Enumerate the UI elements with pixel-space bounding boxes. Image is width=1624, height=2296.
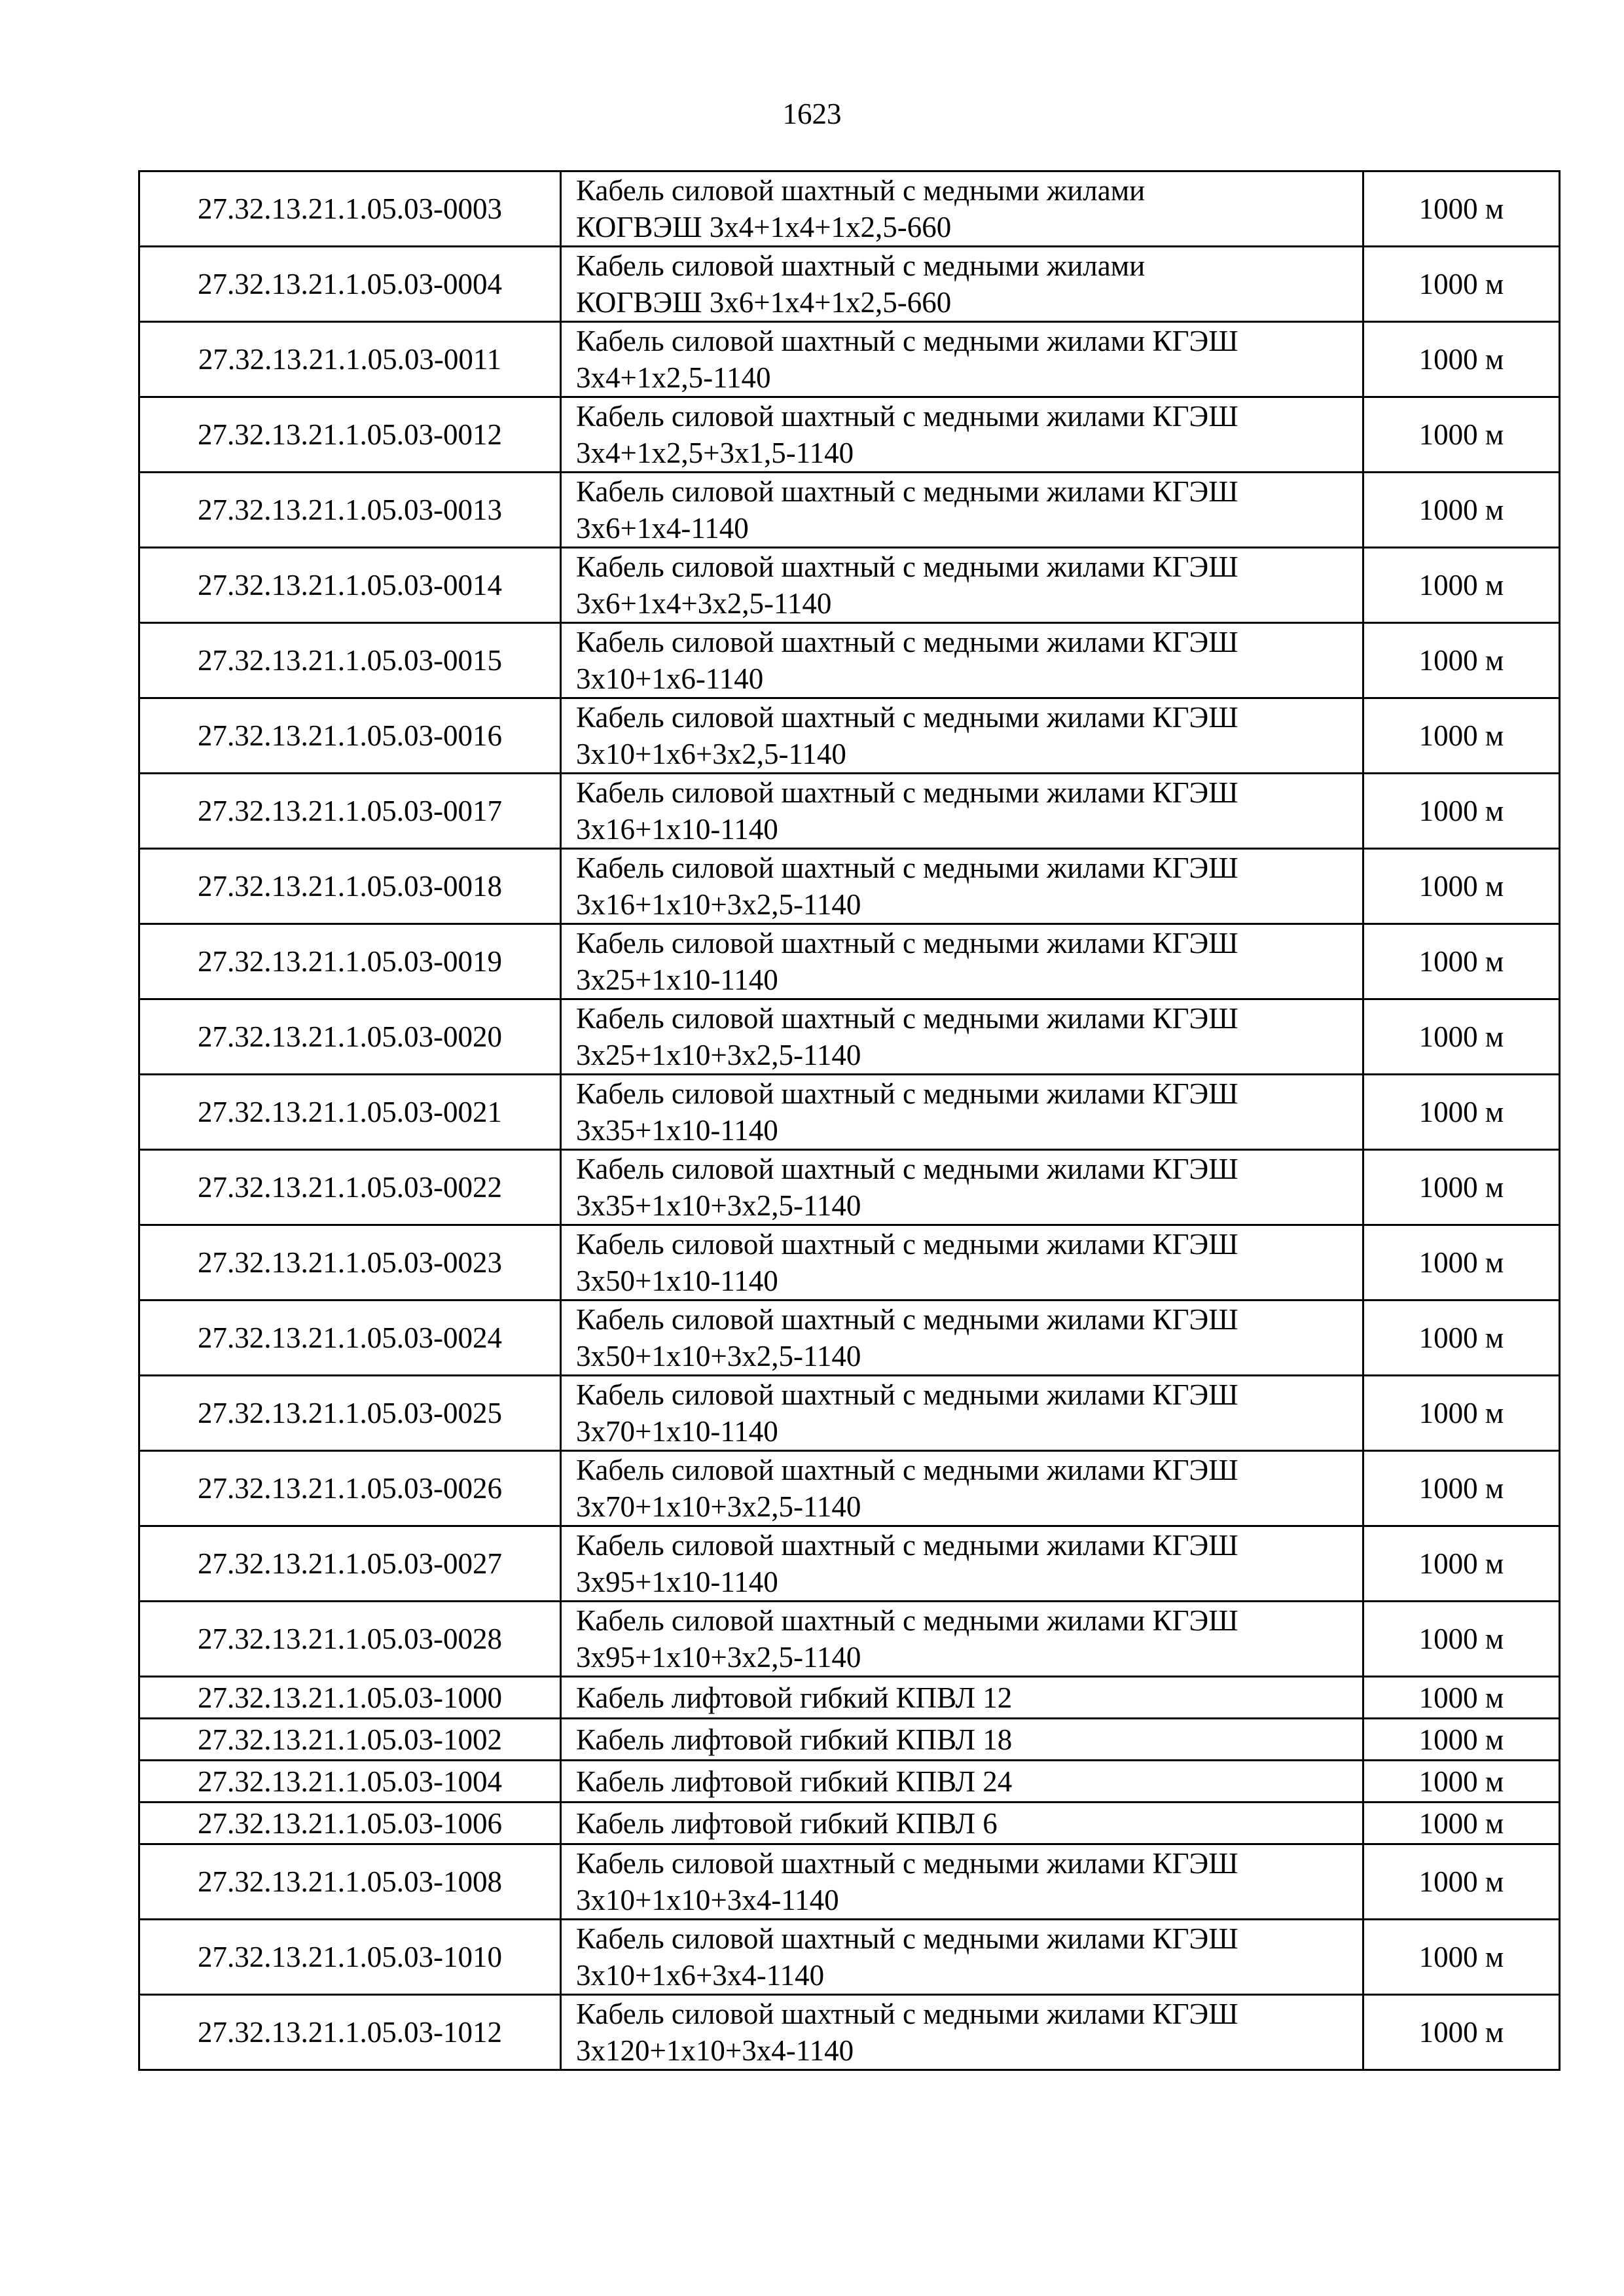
code-cell: 27.32.13.21.1.05.03-0025	[139, 1376, 561, 1451]
table-row	[139, 1225, 1560, 1300]
name-cell	[561, 999, 1363, 1075]
name-line: 3x4+1x2,5+3x1,5-1140	[576, 437, 854, 469]
code-cell: 27.32.13.21.1.05.03-0024	[139, 1300, 561, 1376]
name-cell	[561, 1602, 1363, 1677]
name-line: Кабель силовой шахтный с медными жилами КГЭШ	[576, 1847, 1238, 1880]
table-row	[139, 1150, 1560, 1225]
table-row	[139, 1526, 1560, 1602]
unit-cell: 1000 м	[1363, 999, 1560, 1075]
name-line: Кабель силовой шахтный с медными жилами КГЭШ	[576, 927, 1238, 960]
table-row	[139, 548, 1560, 623]
name-line: 3x35+1x10+3x2,5-1140	[576, 1189, 861, 1222]
name-cell	[561, 1920, 1363, 1995]
name-line: Кабель силовой шахтный с медными жилами	[576, 174, 1146, 207]
name-line: Кабель силовой шахтный с медными жилами КГЭШ	[576, 1529, 1238, 1562]
code-cell: 27.32.13.21.1.05.03-0004	[139, 247, 561, 322]
unit-cell: 1000 м	[1363, 774, 1560, 849]
table-row	[139, 1300, 1560, 1376]
code-cell: 27.32.13.21.1.05.03-0003	[139, 171, 561, 247]
code-cell: 27.32.13.21.1.05.03-0026	[139, 1451, 561, 1526]
unit-cell: 1000 м	[1363, 247, 1560, 322]
name-line: Кабель лифтовой гибкий КПВЛ 24	[576, 1765, 1013, 1798]
code-cell: 27.32.13.21.1.05.03-1006	[139, 1803, 561, 1844]
name-cell	[561, 1150, 1363, 1225]
code-cell: 27.32.13.21.1.05.03-0011	[139, 322, 561, 397]
name-line: Кабель силовой шахтный с медными жилами КГЭШ	[576, 1153, 1238, 1185]
unit-cell: 1000 м	[1363, 1225, 1560, 1300]
name-line: 3x25+1x10-1140	[576, 963, 778, 996]
unit-cell: 1000 м	[1363, 1451, 1560, 1526]
name-cell	[561, 924, 1363, 999]
code-cell: 27.32.13.21.1.05.03-0017	[139, 774, 561, 849]
name-line: Кабель силовой шахтный с медными жилами КГЭШ	[576, 1378, 1238, 1411]
name-line: Кабель силовой шахтный с медными жилами КГЭШ	[576, 475, 1238, 508]
unit-cell: 1000 м	[1363, 1719, 1560, 1761]
name-line: Кабель силовой шахтный с медными жилами КГЭШ	[576, 325, 1238, 357]
name-line: Кабель силовой шахтный с медными жилами КГЭШ	[576, 1922, 1238, 1955]
name-line: 3x10+1x6+3x4-1140	[576, 1959, 825, 1992]
name-line: 3x50+1x10-1140	[576, 1265, 778, 1297]
name-line: Кабель лифтовой гибкий КПВЛ 18	[576, 1723, 1013, 1756]
name-line: Кабель силовой шахтный с медными жилами КГЭШ	[576, 626, 1238, 658]
name-cell	[561, 623, 1363, 698]
table-row	[139, 1995, 1560, 2070]
name-cell	[561, 1376, 1363, 1451]
table-body	[139, 171, 1560, 2070]
name-line: Кабель силовой шахтный с медными жилами КГЭШ	[576, 1002, 1238, 1035]
code-cell: 27.32.13.21.1.05.03-1004	[139, 1761, 561, 1803]
name-line: 3x6+1x4-1140	[576, 512, 749, 545]
name-line: Кабель лифтовой гибкий КПВЛ 12	[576, 1681, 1013, 1714]
unit-cell: 1000 м	[1363, 924, 1560, 999]
name-line: 3x16+1x10-1140	[576, 813, 778, 846]
code-cell: 27.32.13.21.1.05.03-0018	[139, 849, 561, 924]
unit-cell: 1000 м	[1363, 1075, 1560, 1150]
code-cell: 27.32.13.21.1.05.03-0014	[139, 548, 561, 623]
code-cell: 27.32.13.21.1.05.03-0013	[139, 473, 561, 548]
unit-cell: 1000 м	[1363, 1150, 1560, 1225]
name-line: Кабель силовой шахтный с медными жилами КГЭШ	[576, 1998, 1238, 2030]
name-cell	[561, 1300, 1363, 1376]
name-line: 3x35+1x10-1140	[576, 1114, 778, 1147]
name-line: 3x95+1x10-1140	[576, 1566, 778, 1598]
name-line: 3x4+1x2,5-1140	[576, 361, 771, 394]
table-row	[139, 1844, 1560, 1920]
unit-cell: 1000 м	[1363, 473, 1560, 548]
name-cell	[561, 1677, 1363, 1719]
unit-cell: 1000 м	[1363, 1677, 1560, 1719]
unit-cell: 1000 м	[1363, 1761, 1560, 1803]
name-line: 3x50+1x10+3x2,5-1140	[576, 1340, 861, 1372]
name-line: 3x10+1x10+3x4-1140	[576, 1884, 839, 1916]
table-row	[139, 1761, 1560, 1803]
name-cell	[561, 247, 1363, 322]
name-line: Кабель силовой шахтный с медными жилами КГЭШ	[576, 1454, 1238, 1486]
name-line: Кабель силовой шахтный с медными жилами КГЭШ	[576, 1077, 1238, 1110]
code-cell: 27.32.13.21.1.05.03-1000	[139, 1677, 561, 1719]
code-cell: 27.32.13.21.1.05.03-0022	[139, 1150, 561, 1225]
name-cell	[561, 1995, 1363, 2070]
name-line: Кабель силовой шахтный с медными жилами КГЭШ	[576, 550, 1238, 583]
name-cell	[561, 774, 1363, 849]
name-cell	[561, 548, 1363, 623]
table-row	[139, 623, 1560, 698]
name-line: Кабель силовой шахтный с медными жилами КГЭШ	[576, 1303, 1238, 1336]
code-cell: 27.32.13.21.1.05.03-1010	[139, 1920, 561, 1995]
name-cell	[561, 397, 1363, 473]
table-row	[139, 849, 1560, 924]
unit-cell: 1000 м	[1363, 397, 1560, 473]
unit-cell: 1000 м	[1363, 1602, 1560, 1677]
name-cell	[561, 1451, 1363, 1526]
name-cell	[561, 698, 1363, 774]
unit-cell: 1000 м	[1363, 1995, 1560, 2070]
table-row	[139, 1920, 1560, 1995]
unit-cell: 1000 м	[1363, 1376, 1560, 1451]
table-row	[139, 473, 1560, 548]
table-row	[139, 774, 1560, 849]
code-cell: 27.32.13.21.1.05.03-0023	[139, 1225, 561, 1300]
table-row	[139, 1719, 1560, 1761]
name-cell	[561, 171, 1363, 247]
name-cell	[561, 1844, 1363, 1920]
name-cell	[561, 473, 1363, 548]
unit-cell: 1000 м	[1363, 1803, 1560, 1844]
name-line: КОГВЭШ 3x6+1x4+1x2,5-660	[576, 286, 952, 319]
table-row	[139, 247, 1560, 322]
name-line: Кабель силовой шахтный с медными жилами КГЭШ	[576, 1604, 1238, 1637]
name-cell	[561, 1803, 1363, 1844]
name-line: 3x25+1x10+3x2,5-1140	[576, 1039, 861, 1071]
name-cell	[561, 1075, 1363, 1150]
code-cell: 27.32.13.21.1.05.03-1012	[139, 1995, 561, 2070]
name-line: Кабель силовой шахтный с медными жилами КГЭШ	[576, 701, 1238, 734]
code-cell: 27.32.13.21.1.05.03-0020	[139, 999, 561, 1075]
code-cell: 27.32.13.21.1.05.03-0012	[139, 397, 561, 473]
table-row	[139, 1803, 1560, 1844]
unit-cell: 1000 м	[1363, 171, 1560, 247]
table-row	[139, 1677, 1560, 1719]
table-row	[139, 397, 1560, 473]
table-row	[139, 1376, 1560, 1451]
code-cell: 27.32.13.21.1.05.03-1008	[139, 1844, 561, 1920]
name-line: 3x70+1x10-1140	[576, 1415, 778, 1448]
unit-cell: 1000 м	[1363, 1844, 1560, 1920]
unit-cell: 1000 м	[1363, 849, 1560, 924]
name-line: Кабель силовой шахтный с медными жилами КГЭШ	[576, 400, 1238, 433]
code-cell: 27.32.13.21.1.05.03-0016	[139, 698, 561, 774]
code-cell: 27.32.13.21.1.05.03-0021	[139, 1075, 561, 1150]
unit-cell: 1000 м	[1363, 1920, 1560, 1995]
name-line: 3x16+1x10+3x2,5-1140	[576, 888, 861, 921]
code-cell: 27.32.13.21.1.05.03-0019	[139, 924, 561, 999]
unit-cell: 1000 м	[1363, 548, 1560, 623]
name-line: Кабель силовой шахтный с медными жилами	[576, 249, 1146, 282]
page-number: 1623	[782, 98, 842, 130]
name-line: Кабель силовой шахтный с медными жилами КГЭШ	[576, 852, 1238, 884]
name-cell	[561, 1225, 1363, 1300]
name-cell	[561, 1761, 1363, 1803]
table-row	[139, 1602, 1560, 1677]
unit-cell: 1000 м	[1363, 698, 1560, 774]
name-line: 3x120+1x10+3x4-1140	[576, 2034, 854, 2067]
table-row	[139, 322, 1560, 397]
name-line: 3x70+1x10+3x2,5-1140	[576, 1490, 861, 1523]
name-line: Кабель лифтовой гибкий КПВЛ 6	[576, 1806, 998, 1840]
name-line: 3x10+1x6+3x2,5-1140	[576, 738, 846, 770]
table-row	[139, 999, 1560, 1075]
code-cell: 27.32.13.21.1.05.03-0027	[139, 1526, 561, 1602]
code-cell: 27.32.13.21.1.05.03-0015	[139, 623, 561, 698]
table-row	[139, 698, 1560, 774]
name-line: 3x95+1x10+3x2,5-1140	[576, 1641, 861, 1674]
code-cell: 27.32.13.21.1.05.03-0028	[139, 1602, 561, 1677]
name-cell	[561, 322, 1363, 397]
table-row	[139, 924, 1560, 999]
table-row	[139, 1075, 1560, 1150]
code-cell: 27.32.13.21.1.05.03-1002	[139, 1719, 561, 1761]
table-row	[139, 1451, 1560, 1526]
name-line: Кабель силовой шахтный с медными жилами КГЭШ	[576, 1228, 1238, 1261]
name-line: Кабель силовой шахтный с медными жилами КГЭШ	[576, 776, 1238, 809]
name-line: КОГВЭШ 3x4+1x4+1x2,5-660	[576, 211, 952, 243]
unit-cell: 1000 м	[1363, 322, 1560, 397]
unit-cell: 1000 м	[1363, 1526, 1560, 1602]
unit-cell: 1000 м	[1363, 623, 1560, 698]
table-row	[139, 171, 1560, 247]
name-cell	[561, 849, 1363, 924]
name-line: 3x10+1x6-1140	[576, 662, 764, 695]
resource-code-table	[138, 170, 1561, 2071]
unit-cell: 1000 м	[1363, 1300, 1560, 1376]
name-cell	[561, 1526, 1363, 1602]
name-line: 3x6+1x4+3x2,5-1140	[576, 587, 832, 620]
name-cell	[561, 1719, 1363, 1761]
